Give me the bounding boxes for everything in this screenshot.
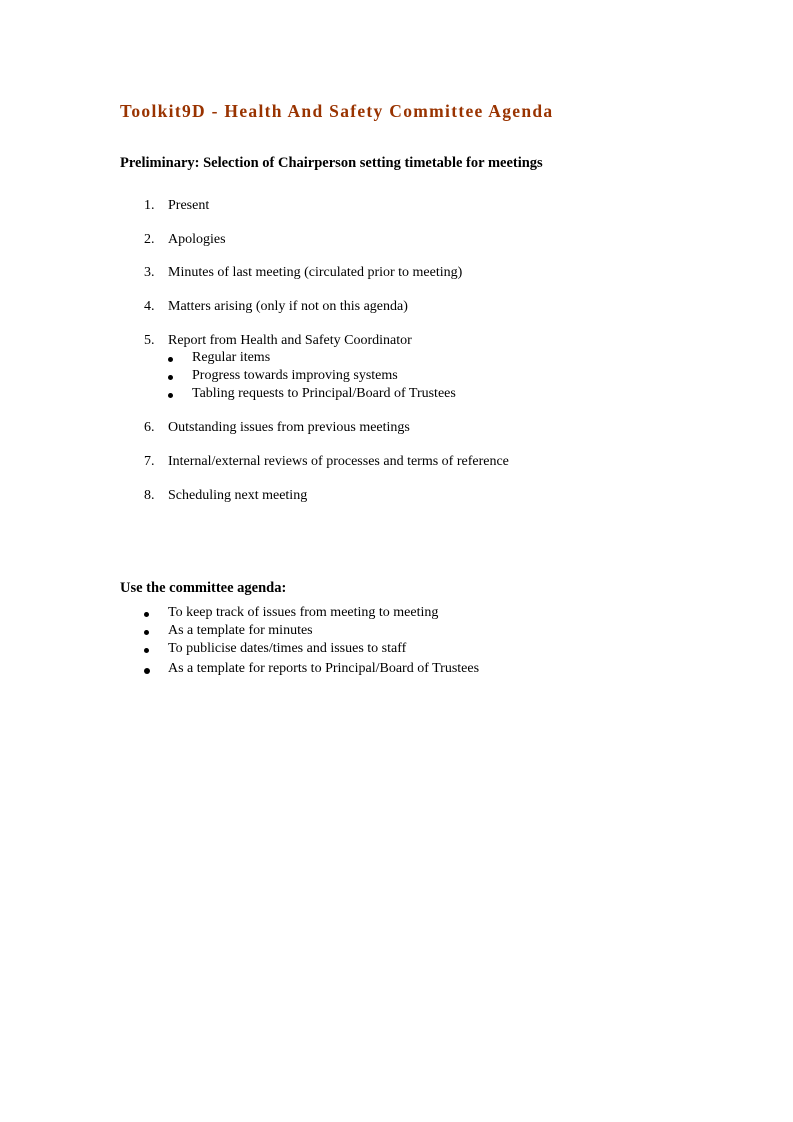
list-item-text: As a template for reports to Principal/Board of Trustees: [168, 661, 480, 676]
agenda-item-text: Present: [168, 198, 210, 213]
bullet-icon: [168, 393, 173, 398]
agenda-item-text: Outstanding issues from previous meetings: [168, 420, 410, 435]
bullet-icon: [144, 612, 149, 617]
preliminary-heading: Preliminary: Selection of Chairperson setting timetable for meetings: [120, 155, 543, 171]
bullet-icon: [144, 648, 149, 653]
use-agenda-heading: Use the committee agenda:: [120, 580, 287, 596]
agenda-item-number: 6.: [144, 420, 155, 435]
agenda-item-text: Internal/external reviews of processes and terms of reference: [168, 454, 509, 469]
agenda-item-text: Minutes of last meeting (circulated prior to meeting): [168, 265, 463, 280]
agenda-item-text: Apologies: [168, 232, 226, 247]
agenda-item-number: 4.: [144, 299, 155, 314]
agenda-item-number: 2.: [144, 232, 155, 247]
bullet-icon: [144, 630, 149, 635]
agenda-item-number: 3.: [144, 265, 155, 280]
document-title: Toolkit9D - Health And Safety Committee Agenda: [120, 101, 554, 121]
list-item-text: To keep track of issues from meeting to meeting: [168, 605, 439, 620]
agenda-item-text: Report from Health and Safety Coordinator: [168, 333, 412, 348]
list-item-text: Progress towards improving systems: [192, 368, 398, 383]
list-item-text: As a template for minutes: [168, 623, 313, 638]
bullet-icon: [144, 668, 150, 674]
bullet-icon: [168, 375, 173, 380]
agenda-item-number: 8.: [144, 488, 155, 503]
agenda-item-number: 7.: [144, 454, 155, 469]
agenda-item-text: Matters arising (only if not on this agenda): [168, 299, 408, 314]
list-item-text: Regular items: [192, 350, 271, 365]
list-item-text: To publicise dates/times and issues to staff: [168, 641, 407, 656]
agenda-item-number: 1.: [144, 198, 155, 213]
list-item-text: Tabling requests to Principal/Board of Trustees: [192, 386, 456, 401]
bullet-icon: [168, 357, 173, 362]
agenda-item-text: Scheduling next meeting: [168, 488, 308, 503]
agenda-item-number: 5.: [144, 333, 155, 348]
